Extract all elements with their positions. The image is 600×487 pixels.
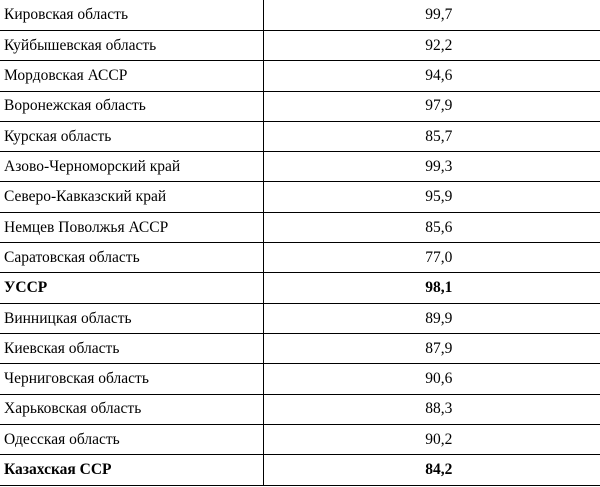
region-name-cell: Азово-Черноморский край <box>0 152 263 182</box>
table-row <box>0 243 600 273</box>
value-cell: 90,6 <box>263 364 600 394</box>
table-row <box>0 121 600 151</box>
value-cell: 85,7 <box>263 121 600 151</box>
value-cell: 77,0 <box>263 243 600 273</box>
region-name-cell: Кировская область <box>0 0 263 31</box>
region-name-cell: Казахская ССР <box>0 455 263 486</box>
region-name-cell: Воронежская область <box>0 91 263 121</box>
value-cell: 97,9 <box>263 91 600 121</box>
table-row <box>0 394 600 424</box>
value-cell: 89,9 <box>263 303 600 333</box>
value-cell: 99,7 <box>263 0 600 31</box>
region-name-cell: Одесская область <box>0 424 263 454</box>
value-cell: 90,2 <box>263 424 600 454</box>
table-row <box>0 424 600 454</box>
region-name-cell: Киевская область <box>0 333 263 363</box>
value-cell: 94,6 <box>263 61 600 91</box>
table-row-summary <box>0 455 600 486</box>
value-cell: 98,1 <box>263 273 600 303</box>
table-row <box>0 212 600 242</box>
table-row-summary <box>0 273 600 303</box>
region-name-cell: Немцев Поволжья АССР <box>0 212 263 242</box>
region-name-cell: Курская область <box>0 121 263 151</box>
region-name-cell: Куйбышевская область <box>0 31 263 61</box>
value-cell: 95,9 <box>263 182 600 212</box>
table-row <box>0 182 600 212</box>
value-cell: 99,3 <box>263 152 600 182</box>
value-cell: 92,2 <box>263 31 600 61</box>
region-name-cell: Винницкая область <box>0 303 263 333</box>
region-name-cell: Харьковская область <box>0 394 263 424</box>
table-row <box>0 333 600 363</box>
table-row <box>0 303 600 333</box>
table-row <box>0 152 600 182</box>
table-row <box>0 364 600 394</box>
region-name-cell: Саратовская область <box>0 243 263 273</box>
region-name-cell: УССР <box>0 273 263 303</box>
table-row <box>0 61 600 91</box>
value-cell: 84,2 <box>263 455 600 486</box>
table-row <box>0 31 600 61</box>
region-name-cell: Черниговская область <box>0 364 263 394</box>
region-name-cell: Северо-Кавказский край <box>0 182 263 212</box>
region-name-cell: Мордовская АССР <box>0 61 263 91</box>
value-cell: 88,3 <box>263 394 600 424</box>
table-row <box>0 0 600 31</box>
value-cell: 87,9 <box>263 333 600 363</box>
value-cell: 85,6 <box>263 212 600 242</box>
table-row <box>0 91 600 121</box>
